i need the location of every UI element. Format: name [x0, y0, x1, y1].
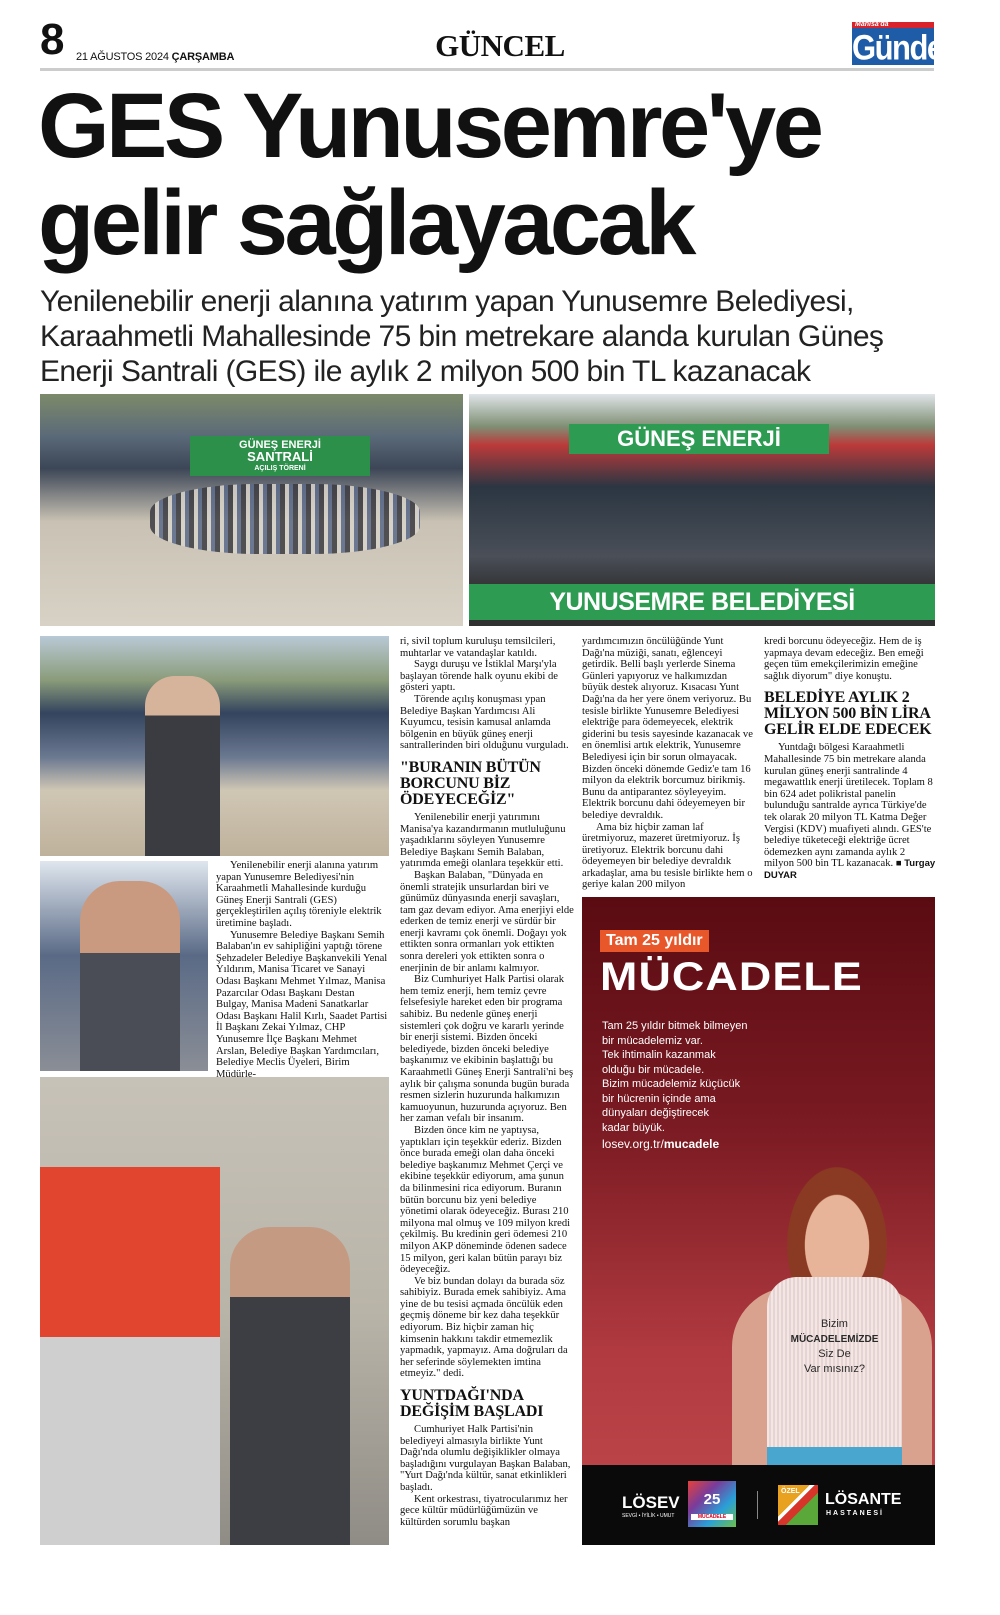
- losev-slogan: SEVGİ • İYİLİK • UMUT: [622, 1513, 675, 1519]
- logo-main: Gündem: [852, 27, 969, 68]
- paragraph: yardımcımızın öncülüğünde Yunt Dağı'na müziği, sanatı, eğlenceyi getirdik. Belli başlı yerlerde Sinema Günleri yapıyoruz ve halkımızdan büyük destek alıyoruz. Kısacası Yunt Dağı'na da her yere önem veriyoruz. Bu tesisle birlikte Yunusemre Belediyesi elektriğe para ödemeyecek, elektrik giderini bu tesis sayesinde kazanacak ve en önemlisi artık elektrik, Yunusemre Belediyesi için bir sorun olmayacak. Bizden önceki dönemde Gediz'e tam 16 milyon da elektrik borcumuz birikmiş. Bunu da antiparantez söyleyeyim. Elektrik borcunu dahi ödeyemeyen bir belediye devraldık.: [582, 636, 753, 821]
- header-divider: [40, 68, 934, 71]
- paragraph: Ve biz bundan dolayı da burada söz sahibiyiz. Burada emek sahibiyiz. Ama yine de bu tesisi açmada öncülük eden geçmiş döneme bir kez daha teşekkür ediyorum. Biz hiçbir zaman hiç kimsenin hakkını takdir etmemezlik yapmadık, yapmayız. Ama doğruları da her seferinde söylemekten imtina etmeyiz." dedi.: [400, 1275, 568, 1380]
- banner-text: GÜNEŞ ENERJİ: [239, 439, 321, 451]
- paragraph: Biz Cumhuriyet Halk Partisi olarak hem temiz enerji, hem temiz çevre felsefesiyle hareket eden bir programa sahibiz. Bu nedenle güneş enerji sistemleri çok doğru ve kararlı yerinde bir enerji sistemi. Bizden önceki belediyede, bizden önceki belediye başkanımız ve ekibinin başlattığı bu Karaahmetli Güneş Enerji Santrali'ni beş aylık bir çalışma sonunda bugün burada resmen sizlerin huzurunda halkımızın kamuoyunun, huzurunda açıyoruz. Ben her zaman vefalı bir insanım.: [400, 974, 574, 1125]
- paragraph: Yenilenebilir enerji alanına yatırım yapan Yunusemre Belediyesi'nin Karaahmetli Mahallesinde kurduğu Güneş Enerji Santrali (GES) gerçekleştirilen açılış töreniyle elektrik üretimine başladı.: [216, 860, 382, 929]
- ad-line: bir mücadelemiz var.: [602, 1034, 703, 1047]
- weekday: ÇARŞAMBA: [171, 51, 235, 63]
- deck: Yenilenebilir enerji alanına yatırım yapan Yunusemre Belediyesi, Karaahmetli Mahallesinde 75 bin metrekare alanda kurulan Güneş Enerji Santrali (GES) ile aylık 2 milyon 500 bin TL kazanacak: [40, 285, 884, 388]
- subheading: BELEDİYE AYLIK 2 MİLYON 500 BİN LİRA GELİR ELDE EDECEK: [764, 689, 932, 739]
- shirt-line: MÜCADELEMİZDE: [790, 1334, 879, 1345]
- losante-logo: LÖSANTE: [825, 1491, 902, 1508]
- ad-tag: Tam 25 yıldır: [600, 930, 709, 952]
- byline: ■ Turgay DUYAR: [764, 858, 936, 881]
- paragraph: Başkan Balaban, "Dünyada en önemli stratejik unsurlardan biri ve günümüz dünyasında enerji savaşları, tam gaz devam ediyor. Ama enerjiyi elde ederken de temiz enerji ve sürdür bir enerji kavramı çok önemli. Doğayı yok ettikten sonra ormanları yok ettikten sonra dereleri yok ettikten sonra o enerjinin de bir anlamı kalmıyor.: [400, 869, 574, 974]
- losante-mark: [778, 1485, 818, 1525]
- photo-crowd-aerial: [40, 394, 463, 626]
- paragraph: Kent orkestrası, tiyatrocularımız her gece kültür müdürlüğümüzün ve kültürden sorumlu başkan: [400, 1493, 568, 1528]
- byline-name: Turgay DUYAR: [764, 858, 936, 881]
- banner-text: SANTRALİ: [247, 449, 313, 464]
- page-number: 8: [40, 15, 65, 64]
- ad-title: MÜCADELE: [600, 955, 863, 999]
- losev-logo: LÖSEV: [622, 1493, 680, 1512]
- shirt-line: Bizim: [821, 1318, 848, 1330]
- shirt-line: Siz De: [818, 1348, 851, 1360]
- article-column-2: [400, 636, 574, 1528]
- ad-footer: [582, 1465, 935, 1545]
- badge-text: MÜCADELE: [691, 1514, 733, 1520]
- ad-line: Tam 25 yıldır bitmek bilmeyen: [602, 1020, 748, 1032]
- footer-divider: [757, 1491, 758, 1519]
- photo-mayor-speaking: [40, 861, 208, 1071]
- paragraph: ri, sivil toplum kuruluşu temsilcileri, muhtarlar ve vatandaşlar katıldı.: [400, 636, 556, 659]
- losante-hastanesi: HASTANESİ: [826, 1510, 884, 1517]
- article-column-1: [216, 860, 388, 1080]
- article-column-3: [582, 636, 756, 891]
- badge-number: 25: [703, 1491, 721, 1508]
- ad-line: kadar büyük.: [602, 1121, 665, 1134]
- photo-mayor-solar-panels: [40, 636, 389, 856]
- paragraph: Bizden önce kim ne yaptıysa, yaptıkları için teşekkür ederiz. Bizden önce burada emeği olan daha önceki belediye başkanımız Mehmet Çerçi ve ekibine teşekkür ediyorum, ama şunun da bilinmesini rica ediyorum. Buranın bütün borcunu biz yeni belediye yönetimi olarak ödeyeceğiz. Burası 210 milyona mal olmuş ve 109 milyon kredi çekilmiş. Bu kredinin geri ödemesi 210 milyon AKP döneminde ödenen sadece 15 milyon, geri kalan bütün parayı biz ödeyeceğiz.: [400, 1124, 571, 1276]
- paragraph: Cumhuriyet Halk Partisi'nin belediyeyi almasıyla birlikte Yunt Dağı'nda olumlu değişiklikler olmaya başladığını vurgulayan Başkan Balaban, "Yurt Dağı'nda kültür, sanat etkinlikleri başladı.: [400, 1424, 571, 1493]
- losev-advertisement: [582, 897, 935, 1545]
- banner-text: AÇILIŞ TÖRENİ: [254, 465, 306, 472]
- anniversary-badge: [688, 1481, 736, 1527]
- logo-top: Manisa'da: [855, 21, 889, 28]
- shirt-line: Var mısınız?: [804, 1363, 865, 1375]
- shirt-text: [767, 1317, 902, 1377]
- ad-line: olduğu bir mücadele.: [602, 1063, 705, 1076]
- paragraph: Yenilenebilir enerji yatırımını Manisa'ya kazandırmanın mutluluğunu yaşadıklarını söyleyen Yunusemre Belediye Başkanı Semih Balaban, yatırımda emeği olanlara teşekkür etti.: [400, 811, 566, 870]
- section-title: GÜNCEL: [435, 28, 565, 63]
- subheading: "BURANIN BÜTÜN BORCUNU BİZ ÖDEYECEĞİZ": [400, 758, 541, 808]
- ad-line: Tek ihtimalin kazanmak: [602, 1049, 716, 1061]
- child-figure: [732, 1147, 932, 1467]
- headline-line-2: gelir sağlayacak: [38, 172, 693, 274]
- paragraph: Saygı duruşu ve İstiklal Marşı'yla başlayan törende halk oyunu ekibi de gösteri yaptı.: [400, 659, 558, 694]
- ad-body: [602, 1019, 748, 1135]
- url-domain: losev.org.tr/: [602, 1137, 664, 1151]
- article-column-4: [764, 636, 936, 882]
- ozel-label: ÖZEL: [781, 1488, 800, 1495]
- date-text: 21 AĞUSTOS 2024: [76, 51, 169, 63]
- paragraph: Törende açılış konuşması ypan Belediye Başkan Yardımcısı Ali Kuyumcu, tesisin kamusal anlamda bölgenin en büyük güneş enerji santrallerinden biri olduğunu vurguladı.: [400, 693, 569, 752]
- headline-line-1: GES Yunusemre'ye: [38, 75, 821, 177]
- headline: [38, 75, 938, 274]
- banner-text: YUNUSEMRE BELEDİYESİ: [469, 584, 935, 620]
- photo-ribbon-cutting: [469, 394, 935, 626]
- url-path: mucadele: [663, 1137, 720, 1151]
- ad-line: bir hücrenin içinde ama: [602, 1092, 716, 1105]
- ad-line: Bizim mücadelemiz küçücük: [602, 1078, 741, 1090]
- newspaper-logo: [852, 21, 969, 68]
- ad-line: dünyaları değiştirecek: [602, 1107, 710, 1119]
- photo-mayor-switchboard: [40, 1077, 389, 1545]
- paragraph: kredi borcunu ödeyeceğiz. Hem de iş yapmaya devam edeceğiz. Ben emeği geçen tüm emekçilerimizin emeğine sağlık diyorum" diye konuştu.: [764, 636, 924, 682]
- ad-url[interactable]: [602, 1137, 719, 1151]
- banner-text: GÜNEŞ ENERJİ: [569, 424, 829, 454]
- paragraph: Yuntdağı bölgesi Karaahmetli Mahallesinde 75 bin metrekare alanda kurulan güneş enerji santralinde 4 megawattlık enerji üretilecek. Toplam 8 bin 624 adet polikristal panelin bulunduğu santralde ayrıca Türkiye'de tek olarak 20 milyon TL Katma Değer Vergisi (KDV) muafiyeti alındı. GES'te belediye tüketeceği elektriğe ücret ödemezken aynı zamanda aylık 2 milyon 500 bin TL kazanacak.: [764, 742, 933, 870]
- paragraph: Yunusemre Belediye Başkanı Semih Balaban'ın ev sahipliğini yaptığı törene Şehzadeler Belediye Başkanvekili Yenal Yıldırım, Manisa Ticaret ve Sanayi Odası Başkanı Mehmet Yılmaz, Manisa Pazarcılar Odası Başkanı Destan Bulgay, Manisa Madeni Sanatkarlar Odası Başkanı Halil Kırlı, Saadet Partisi İl Başkanı Zekai Yılmaz, CHP Yunusemre İlçe Başkanı Mehmet Arslan, Belediye Başkan Yardımcıları, Belediye Meclis Üyeleri, Birim Müdürle-: [216, 929, 388, 1080]
- subheading: YUNTDAĞI'NDA DEĞİŞİM BAŞLADI: [400, 1387, 544, 1421]
- paragraph: Ama biz hiçbir zaman laf üretmiyoruz, mazeret üretmiyoruz. İş üretiyoruz. Elektrik borcunu dahi ödeyemeyen bir belediye devraldık arkadaşlar, ama bu tesisle birlikte hem o geriye kalan 200 milyon: [582, 821, 753, 891]
